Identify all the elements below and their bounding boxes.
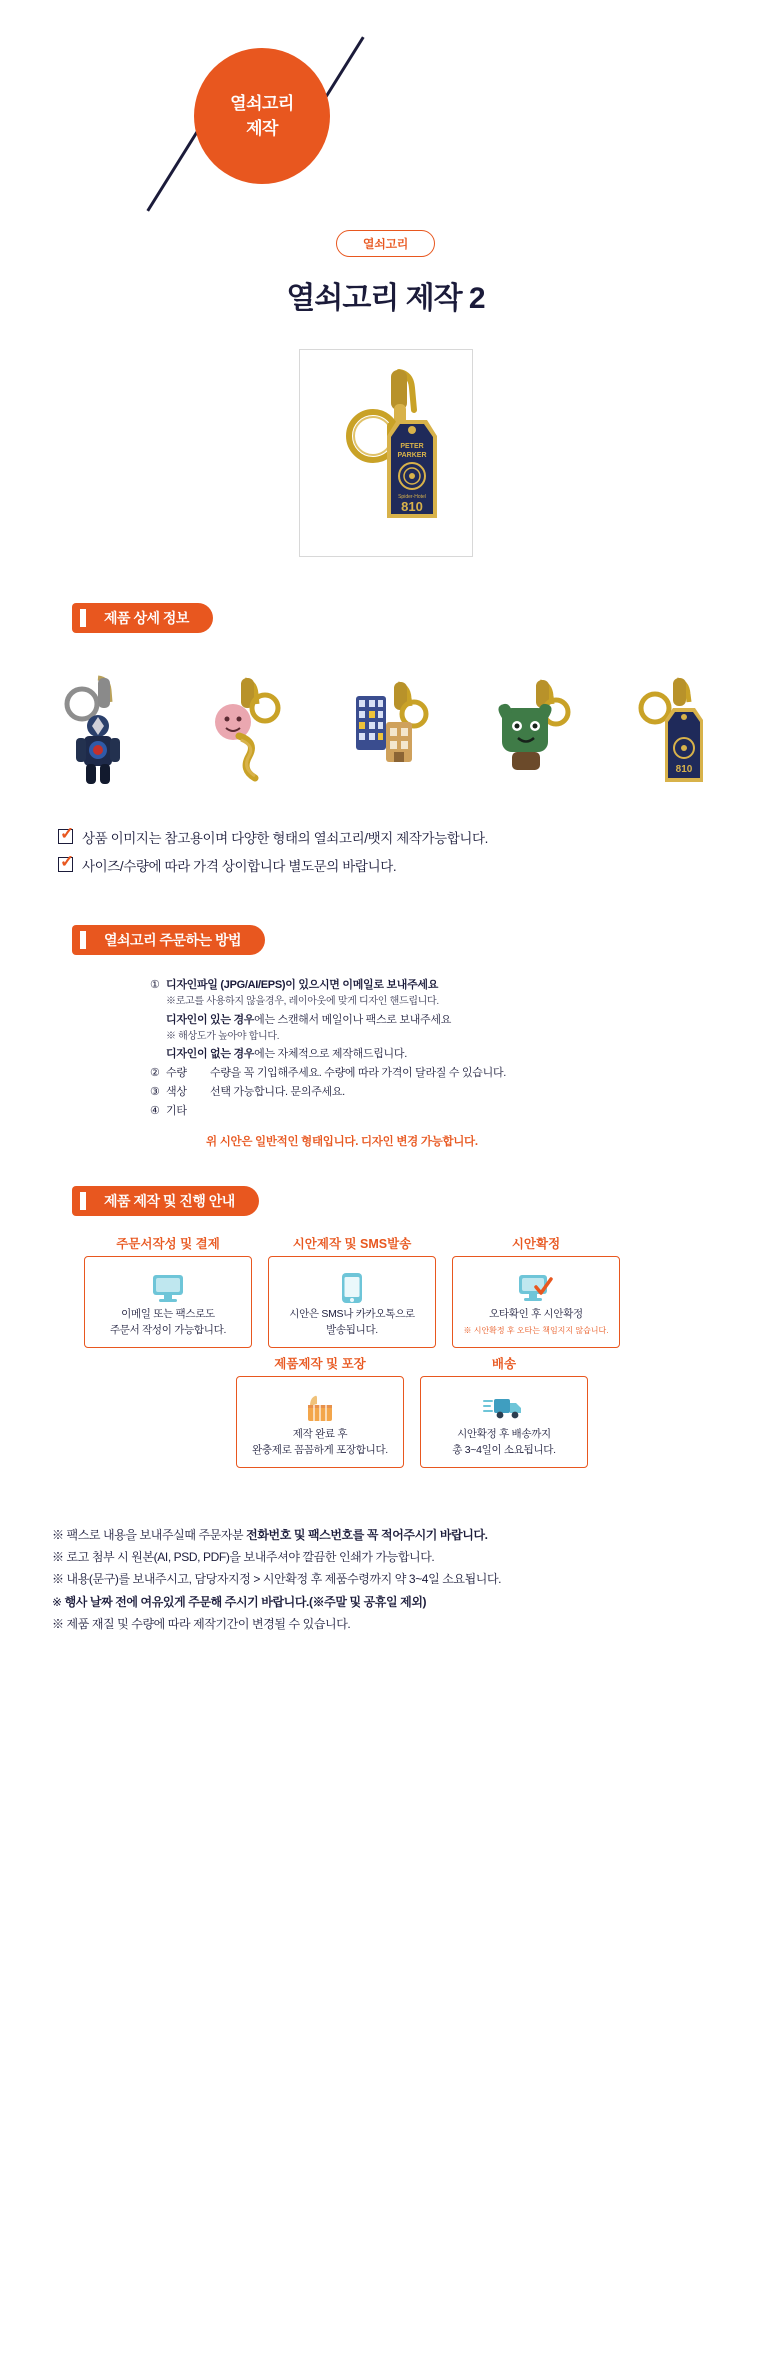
process-step-title: 시안확정 bbox=[505, 1234, 567, 1252]
keychain-figure-icon bbox=[58, 674, 144, 788]
note-item bbox=[58, 852, 771, 875]
process-step-order bbox=[84, 1237, 252, 1348]
svg-text:PETER: PETER bbox=[399, 443, 424, 450]
process-step-sub: ※ 시안확정 후 오타는 책임지지 않습니다. bbox=[463, 1325, 609, 1335]
footer-note-text: ※ bbox=[52, 1594, 65, 1609]
order-number-blank bbox=[150, 1012, 166, 1045]
footer-note-text: ※ 팩스로 내용을 보내주실때 주문자분 bbox=[52, 1528, 247, 1543]
keychain-building-icon bbox=[346, 674, 436, 788]
order-method-list bbox=[150, 977, 771, 1152]
order-number: ② bbox=[150, 1067, 160, 1080]
section-header-order bbox=[72, 925, 302, 955]
section-header-process-label: 제품 제작 및 진행 안내 bbox=[90, 1186, 259, 1216]
footer-note-4 bbox=[52, 1591, 719, 1613]
package-icon bbox=[237, 1393, 403, 1423]
order-number: ① bbox=[150, 979, 160, 991]
process-steps bbox=[84, 1237, 684, 1468]
order-number: ③ bbox=[150, 1086, 160, 1099]
order-desc-bold: 디자인이 없는 경우 bbox=[166, 1048, 255, 1061]
process-step-text: 오타확인 후 시안확정 bbox=[489, 1308, 583, 1321]
order-desc-main: 수량을 꼭 기입해주세요. 수량에 따라 가격이 달라질 수 있습니다. bbox=[210, 1067, 507, 1080]
svg-text:PARKER: PARKER bbox=[396, 452, 427, 459]
product-gallery bbox=[0, 673, 771, 793]
process-step-text: 제작 완료 후 완충제로 꼼꼼하게 포장합니다. bbox=[252, 1428, 388, 1456]
order-label: 수량 bbox=[166, 1067, 187, 1080]
hero-banner bbox=[0, 0, 771, 210]
section-header-detail bbox=[72, 603, 302, 633]
order-row bbox=[150, 1046, 771, 1063]
footer-note-5: ※ 제품 재질 및 수량에 따라 제작기간이 변경될 수 있습니다. bbox=[52, 1616, 351, 1631]
order-desc-main bbox=[166, 977, 439, 994]
svg-text:Spider-Hotel: Spider-Hotel bbox=[397, 494, 426, 500]
process-step-title: 배송 bbox=[485, 1354, 523, 1372]
order-desc-tail: 에는 자체적으로 제작해드립니다. bbox=[254, 1048, 407, 1061]
category-pill: 열쇠고리 bbox=[336, 230, 435, 257]
order-desc-sub: ※ 해상도가 높아야 합니다. bbox=[166, 1030, 280, 1042]
order-highlight-note: 위 시안은 일반적인 형태입니다. 디자인 변경 가능합니다. bbox=[206, 1136, 478, 1149]
note-text: 사이즈/수량에 따라 가격 상이합니다 별도문의 바랍니다. bbox=[82, 859, 397, 874]
order-row bbox=[150, 977, 771, 1010]
order-number: ④ bbox=[150, 1105, 160, 1118]
footer-note-bold: 행사 날짜 전에 여유있게 주문해 주시기 바랍니다.(※주말 및 공휴일 제외) bbox=[64, 1594, 427, 1609]
process-step-text: 시안은 SMS나 카카오톡으로 발송됩니다. bbox=[289, 1308, 415, 1336]
process-step-text: 시안확정 후 배송까지 총 3~4일이 소요됩니다. bbox=[452, 1428, 556, 1456]
phone-icon bbox=[269, 1273, 435, 1303]
ribbon-notch bbox=[80, 1192, 86, 1210]
gallery-item-1 bbox=[58, 674, 144, 793]
check-icon: ✓ bbox=[60, 824, 74, 843]
order-desc-main bbox=[166, 1012, 451, 1029]
process-step-packaging bbox=[236, 1357, 404, 1468]
product-notes bbox=[58, 824, 771, 875]
order-label: 기타 bbox=[166, 1105, 187, 1118]
gallery-item-4 bbox=[490, 674, 580, 793]
order-row bbox=[150, 1103, 771, 1120]
section-header-detail-label: 제품 상세 정보 bbox=[90, 603, 213, 633]
truck-icon bbox=[421, 1393, 587, 1423]
ribbon-notch bbox=[80, 931, 86, 949]
gallery-item-3 bbox=[346, 674, 436, 793]
note-text: 상품 이미지는 참고용이며 다양한 형태의 열쇠고리/뱃지 제작가능합니다. bbox=[82, 831, 489, 846]
keychain-dragon-icon bbox=[490, 674, 580, 788]
order-desc-text: 디자인파일 (JPG/AI/EPS)이 있으시면 이메일로 보내주세요 bbox=[166, 979, 439, 991]
order-row bbox=[150, 1065, 771, 1082]
order-label: 색상 bbox=[166, 1086, 187, 1099]
check-icon: ✓ bbox=[60, 852, 74, 871]
svg-text:810: 810 bbox=[675, 764, 693, 775]
hero-badge bbox=[194, 48, 330, 184]
order-desc-bold: 디자인이 있는 경우 bbox=[166, 1013, 255, 1026]
svg-text:810: 810 bbox=[400, 499, 423, 514]
order-desc-main: 선택 가능합니다. 문의주세요. bbox=[210, 1086, 345, 1099]
section-header-process bbox=[72, 1186, 302, 1216]
monitor-icon bbox=[85, 1273, 251, 1303]
hero-badge-line2: 제작 bbox=[246, 119, 278, 138]
process-step-delivery bbox=[420, 1357, 588, 1468]
page-title: 열쇠고리 제작 2 bbox=[286, 282, 485, 315]
order-row bbox=[150, 1084, 771, 1101]
gallery-item-2 bbox=[199, 674, 291, 793]
footer-note-1 bbox=[52, 1524, 719, 1546]
process-row-2 bbox=[236, 1357, 684, 1468]
keychain-tag-icon bbox=[635, 674, 713, 788]
section-header-order-label: 열쇠고리 주문하는 방법 bbox=[90, 925, 265, 955]
process-step-text: 이메일 또는 팩스로도 주문서 작성이 가능합니다. bbox=[109, 1308, 227, 1336]
footer-note-bold: 전화번호 및 팩스번호를 꼭 적어주시기 바랍니다. bbox=[246, 1528, 488, 1543]
monitor-check-icon bbox=[453, 1273, 619, 1303]
order-row bbox=[150, 1012, 771, 1045]
hero-badge-line1: 열쇠고리 bbox=[230, 93, 294, 113]
footer-note-3: ※ 내용(문구)를 보내주시고, 담당자지정 > 시안확정 후 제품수령까지 약 3~4일 소요됩니다. bbox=[52, 1572, 502, 1587]
title-area bbox=[0, 230, 771, 317]
process-step-draft bbox=[268, 1237, 436, 1348]
order-number-blank bbox=[150, 1046, 166, 1063]
order-desc-sub: ※로고를 사용하지 않을경우, 레이아웃에 맞게 디자인 핸드립니다. bbox=[166, 996, 439, 1008]
footer-note-2: ※ 로고 첨부 시 원본(AI, PSD, PDF)을 보내주셔야 깔끔한 인쇄가 가능합니다. bbox=[52, 1550, 435, 1565]
keychain-pink-icon bbox=[199, 674, 291, 788]
main-product-image bbox=[299, 349, 473, 557]
process-row-1 bbox=[84, 1237, 684, 1348]
process-step-title: 제품제작 및 포장 bbox=[267, 1354, 372, 1372]
footer-notes bbox=[0, 1524, 771, 1635]
note-item bbox=[58, 824, 771, 847]
process-step-title: 시안제작 및 SMS발송 bbox=[286, 1234, 419, 1252]
keychain-illustration bbox=[311, 364, 461, 546]
order-desc-main bbox=[166, 1046, 407, 1063]
gallery-item-5 bbox=[635, 674, 713, 793]
process-step-confirm bbox=[452, 1237, 620, 1348]
order-desc-tail: 에는 스캔해서 메일이나 팩스로 보내주세요 bbox=[254, 1013, 452, 1026]
process-step-title: 주문서작성 및 결제 bbox=[109, 1234, 227, 1252]
ribbon-notch bbox=[80, 609, 86, 627]
